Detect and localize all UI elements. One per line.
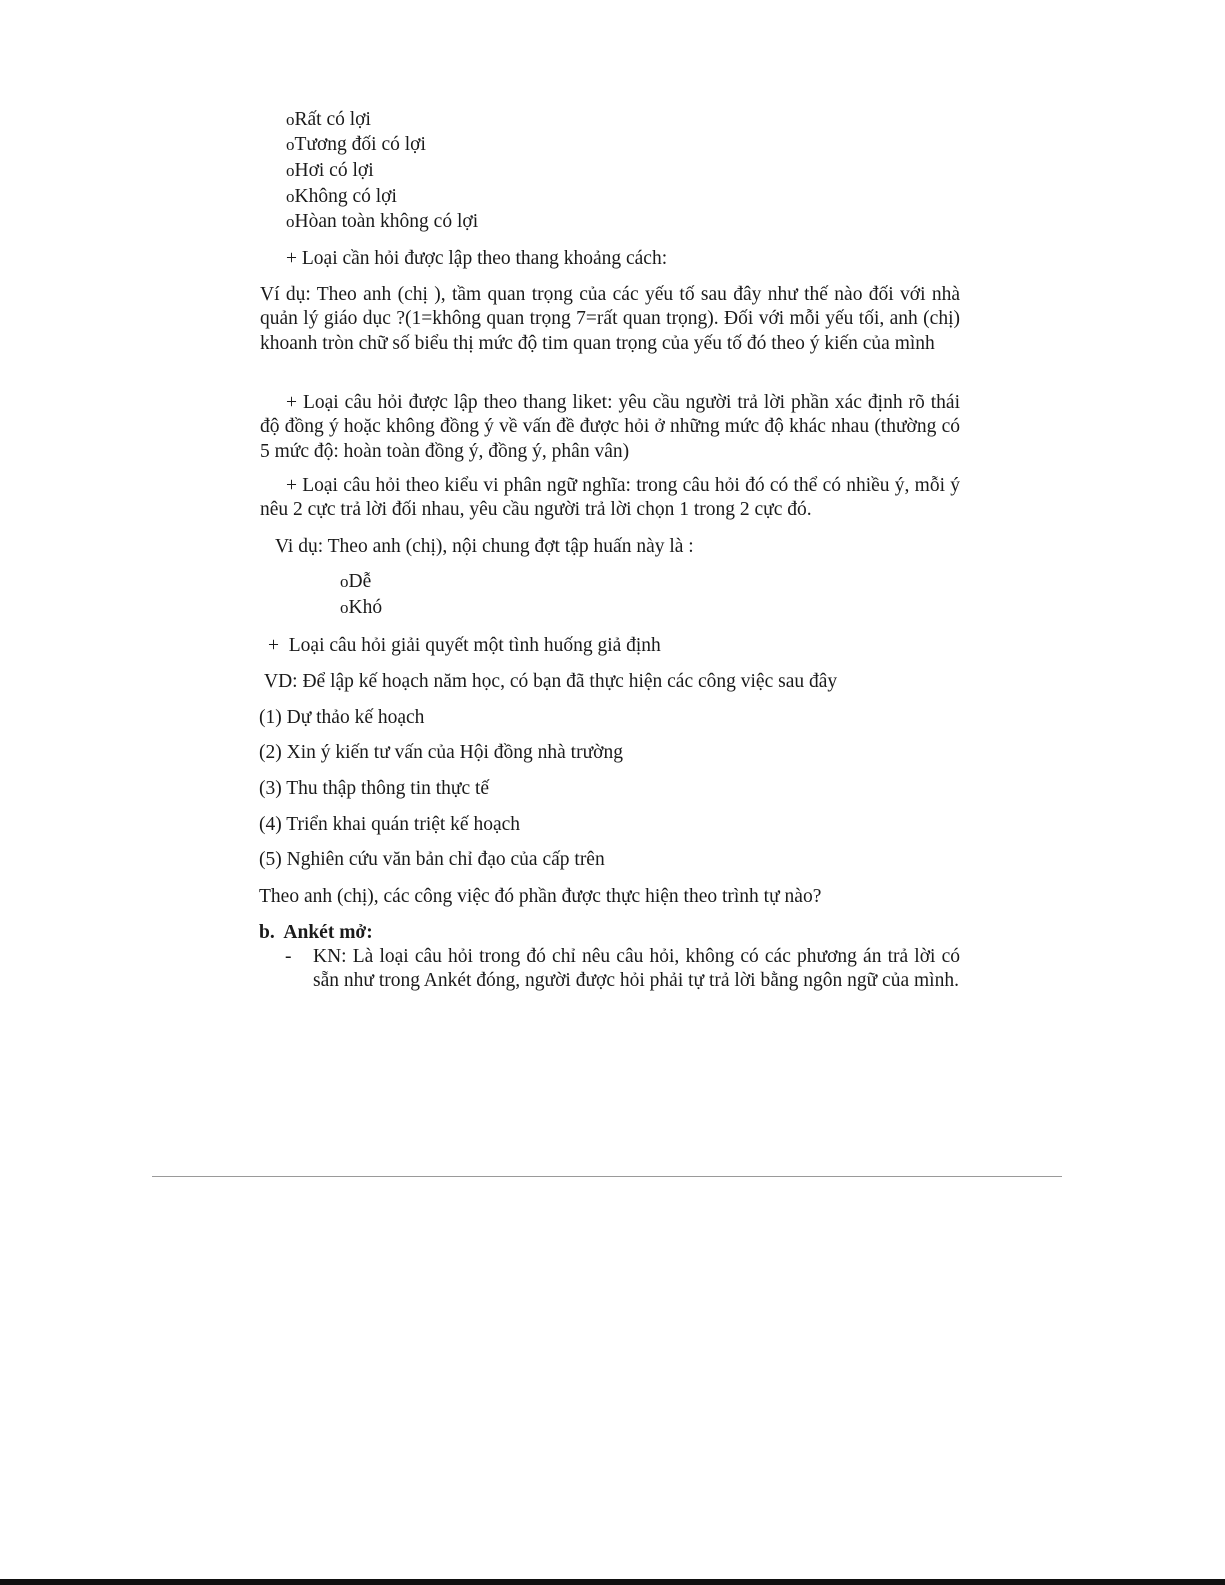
option-item: oTương đối có lợi [286,134,426,155]
step-item: (2) Xin ý kiến tư vấn của Hội đồng nhà trường [259,742,623,763]
bottom-edge-bar [0,1579,1225,1585]
option-item: oRất có lợi [286,109,371,130]
situation-example: VD: Để lập kế hoạch năm học, có bạn đã thực hiện các công việc sau đây [264,671,838,692]
kn-definition: KN: Là loại câu hỏi trong đó chỉ nêu câu hỏi, không có các phương án trả lời có sẵn như trong Ankét đóng, người được hỏi phải tự trả lời bằng ngôn ngữ của mình. [313,946,960,992]
option-item: oKhông có lợi [286,186,397,207]
option-item: oHòan toàn không có lợi [286,211,479,232]
option-item: oDễ [340,571,372,592]
step-item: (1) Dự thảo kế hoạch [259,707,425,728]
section-b-title: b. Ankét mở: [259,922,373,943]
semantic-example: Vi dụ: Theo anh (chị), nội chung đợt tập huấn này là : [275,536,694,557]
step-item: (4) Triển khai quán triệt kế hoạch [259,814,521,835]
step-item: (3) Thu thập thông tin thực tế [259,778,490,799]
situation-heading: + Loại câu hỏi giải quyết một tình huống giả định [268,635,661,656]
option-item: oKhó [340,597,383,618]
interval-scale-heading: + Loại cần hỏi được lập theo thang khoảng cách: [286,248,668,269]
footer-divider [152,1176,1062,1177]
likert-paragraph: + Loại câu hỏi được lập theo thang liket: yêu cầu người trả lời phần xác định rõ thái độ đồng ý hoặc không đồng ý về vấn đề được hỏi ở những mức độ khác nhau (thường có 5 mức độ: hoàn toàn đồng ý, đồng ý, phân vân) [260,392,960,462]
step-item: (5) Nghiên cứu văn bản chỉ đạo của cấp trên [259,849,605,870]
dash-bullet: - [285,946,292,967]
option-item: oHơi có lợi [286,160,374,181]
interval-scale-example: Ví dụ: Theo anh (chị ), tầm quan trọng của các yếu tố sau đây như thế nào đối với nhà quản lý giáo dục ?(1=không quan trọng 7=rất quan trọng). Đối với mỗi yếu tối, anh (chị) khoanh tròn chữ số biểu thị mức độ tim quan trọng của yếu tố đó theo ý kiến của mình [260,284,960,354]
semantic-differential-paragraph: + Loại câu hỏi theo kiểu vi phân ngữ nghĩa: trong câu hỏi đó có thể có nhiều ý, mỗi ý nêu 2 cực trả lời đối nhau, yêu cầu người trả lời chọn 1 trong 2 cực đó. [260,475,960,521]
order-question: Theo anh (chị), các công việc đó phần được thực hiện theo trình tự nào? [259,886,822,907]
